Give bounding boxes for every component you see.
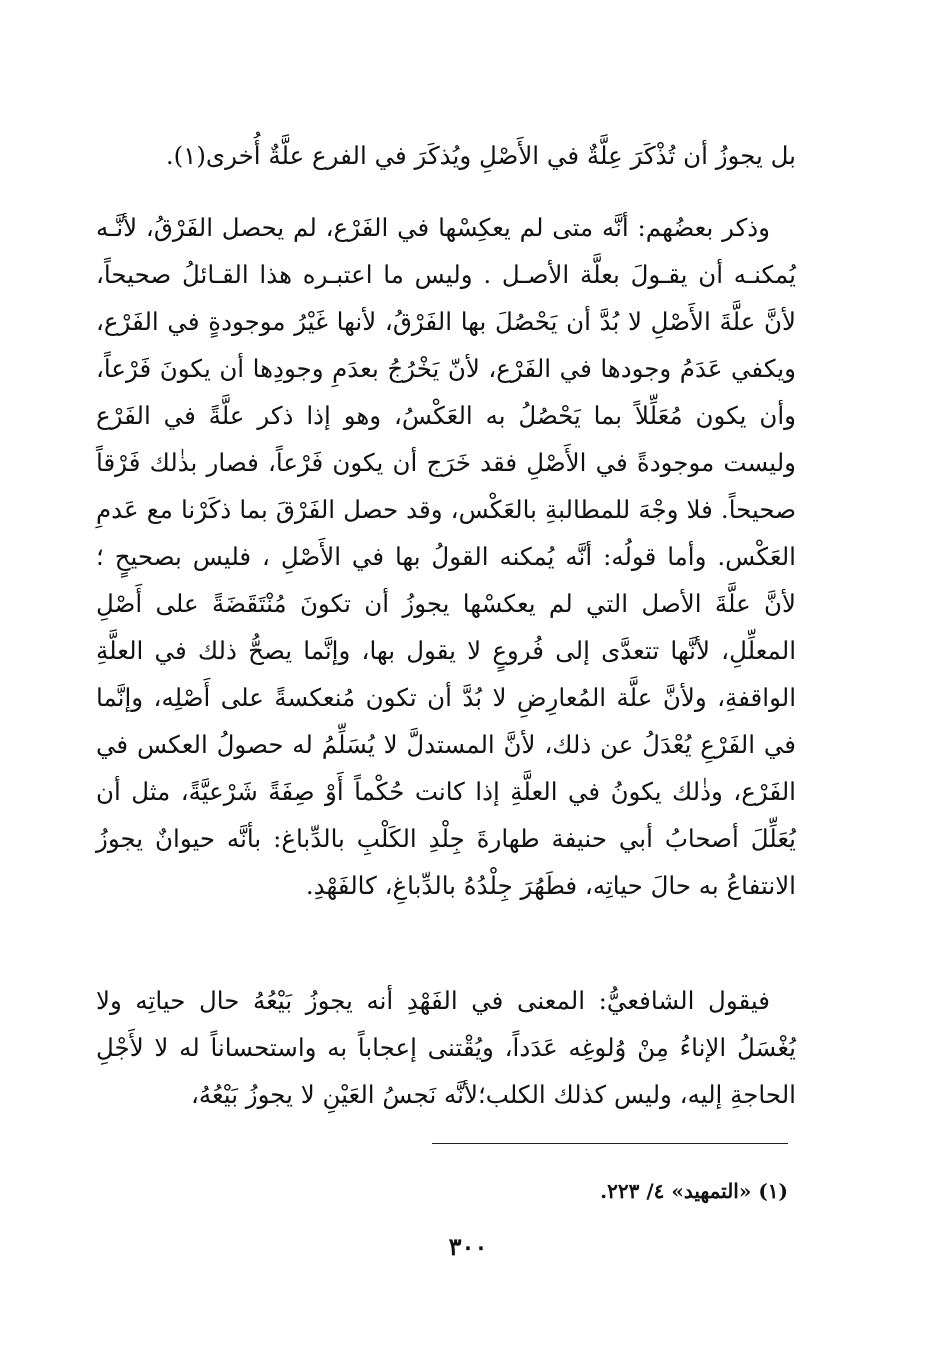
paragraph-1: بل يجوزُ أن تُذْكَرَ عِلَّةٌ في الأَصْلِ ويُذكَرَ في الفرع علَّةٌ أُخرى(١). [165, 141, 796, 170]
paragraph-3: فيقول الشافعيُّ: المعنى في الفَهْدِ أنه يجوزُ بَيْعُهُ حال حياتِه ولا يُغْسَلُ الإناءُ مِنْ وُلوغِه عَدَداً، ويُقْتنى إعجاباً به واستحساناً له لا لأَجْلِ الحاجةِ إليه، وليس كذلك الكلب؛لأنَّه نَجسُ العَيْنِ لا يجوزُ بَيْعُهُ، [96, 986, 796, 1109]
footnote: (١) «التمهيد» ٤/ ٢٢٣. [600, 1179, 788, 1203]
page-number: ٣٠٠ [448, 1232, 488, 1261]
paragraph-2: وذكر بعضُهم: أنَّه متى لم يعكِسْها في الفَرْع، لم يحصل الفَرْقُ، لأنَّـه يُمكنـه أن يقـولَ بعلَّة الأصـل . وليس ما اعتبـره هذا القـائلُ صحيحاً، لأنَّ علَّةَ الأَصْلِ لا بُدَّ أن يَحْصُلَ بها الفَرْقُ، لأنها غَيْرُ موجودةٍ في الفَرْع، ويكفي عَدَمُ وجودها في الفَرْع، لأنّ يَخْرُجُ بعدَمِ وجودِها أن يكونَ فَرْعاً، وأن يكون مُعَلِّلاً بما يَحْصُلُ به العَكْسُ، وهو إذا ذكر علَّةً في الفَرْع وليست موجودةً في الأَصْلِ فقد خَرَج أن يكون فَرْعاً، فصار بذٰلك فَرْقاً صحيحاً. فلا وجْهَ للمطالبةِ بالعَكْس، وقد حصل الفَرْقَ بما ذكَرْنا مع عَدمِ العَكْس. وأما قولُه: أنَّه يُمكنه القولُ بها في الأَصْلِ ، فليس بصحيحٍ ؛ لأنَّ علَّةَ الأصل التي لم يعكسْها يجوزُ أن تكونَ مُنْتَقَضَةً على أَصْلِ المعلِّلِ، لأنَّها تتعدَّى إلى فُروعٍ لا يقول بها، وإنَّما يصحُّ ذلك في العلَّةِ الواقفةِ، ولأنَّ علَّة المُعارِضِ لا بُدَّ أن تكون مُنعكسةً على أَصْلِه، وإنَّما في الفَرْعِ يُعْدَلُ عن ذلك، لأنَّ المستدلَّ لا يُسَلِّمُ له حصولُ العكس في الفَرْع، وذٰلك يكونُ في العلَّةِ إذا كانت حُكْماً أَوْ صِفَةً شَرْعيَّةً، مثل أن يُعَلِّلَ أصحابُ أبي حنيفة طهارةَ جِلْدِ الكَلْبِ بالدِّباغ: بأنَّه حيوانٌ يجوزُ الانتفاعُ به حالَ حياتِه، فطَهُرَ جِلْدُهُ بالدِّباغِ، كالفَهْدِ. [96, 213, 797, 900]
footnote-separator [432, 1143, 788, 1144]
